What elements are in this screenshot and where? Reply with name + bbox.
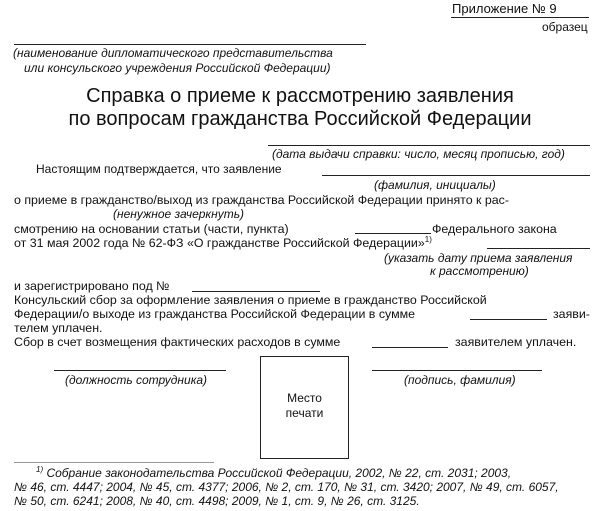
name-hint: (фамилия, инициалы)	[374, 178, 496, 192]
signature-line	[372, 370, 542, 371]
stamp-box	[260, 356, 349, 459]
expenses-amount-line	[372, 347, 448, 348]
mission-hint-line1: (наименование дипломатического представительства	[13, 46, 333, 60]
signature-hint: (подпись, фамилия)	[404, 373, 516, 387]
issue-date-line	[268, 145, 590, 146]
fee-line2-a: Федерации/о выходе из гражданства Российской Федерации в сумме	[14, 307, 416, 321]
applicant-name-line	[322, 175, 590, 176]
sample-label: образец	[542, 20, 588, 34]
federal-law-text: Федерального закона	[432, 222, 557, 236]
document-title-line2: по вопросам гражданства Российской Федерации	[68, 108, 532, 130]
appendix-underline	[451, 17, 589, 18]
stamp-label-line1: Место	[287, 391, 322, 405]
footnote-line3: № 50, ст. 6241; 2008, № 40, ст. 4498; 2009, № 1, ст. 9, № 26, ст. 3125.	[14, 494, 420, 508]
position-line	[54, 370, 226, 371]
about-text: о приеме в гражданство/выход из гражданства Российской Федерации принято к рас-	[14, 193, 509, 207]
footnote-number: 1)	[36, 465, 44, 474]
expenses-text-b: заявителем уплачен.	[455, 335, 577, 349]
issue-date-hint: (дата выдачи справки: число, месяц прописью, год)	[272, 147, 565, 161]
footnote-separator	[14, 462, 214, 463]
registered-text: и зарегистрировано под №	[14, 279, 170, 293]
mission-hint-line2: или консульского учреждения Российской Федерации)	[24, 61, 331, 75]
article-line	[355, 233, 431, 234]
document-title-line1: Справка о приеме к рассмотрению заявления	[86, 85, 514, 107]
fee-amount-line	[470, 319, 547, 320]
confirm-text: Настоящим подтверждается, что заявление	[36, 162, 282, 176]
fee-line2-b: заяви-	[553, 307, 590, 321]
receipt-hint-line2: к рассмотрению)	[430, 264, 529, 278]
position-hint: (должность сотрудника)	[65, 373, 208, 387]
consider-text: смотрению на основании статьи (части, пункта)	[14, 222, 289, 236]
receipt-hint-line1: (указать дату приема заявления	[384, 251, 573, 265]
receipt-date-line	[487, 248, 590, 249]
footnote-mark: 1)	[424, 235, 432, 244]
stamp-label	[261, 391, 348, 421]
expenses-text-a: Сбор в счет возмещения фактических расходов в сумме	[14, 335, 341, 349]
stamp-label-line2: печати	[285, 406, 324, 420]
law-date-text: от 31 мая 2002 года № 62-ФЗ «О гражданстве Российской Федерации»$^{1)}$	[14, 235, 432, 250]
mission-name-line	[14, 44, 366, 45]
fee-line1: Консульский сбор за оформление заявления о приеме в гражданство Российской	[14, 293, 487, 307]
footnote-line1: $^{1)}$ Собрание законодательства Российской Федерации, 2002, № 22, ст. 2031; 2003,	[36, 465, 512, 480]
footnote-line2: № 46, ст. 4447; 2004, № 45, ст. 4377; 2006, № 2, ст. 170, № 31, ст. 3420; 2007, № 49, ст. 6057,	[14, 480, 559, 494]
appendix-label: Приложение № 9	[452, 1, 557, 16]
strike-hint: (ненужное зачеркнуть)	[113, 207, 244, 221]
registration-number-line	[192, 291, 320, 292]
fee-line3: телем уплачен.	[14, 321, 103, 335]
